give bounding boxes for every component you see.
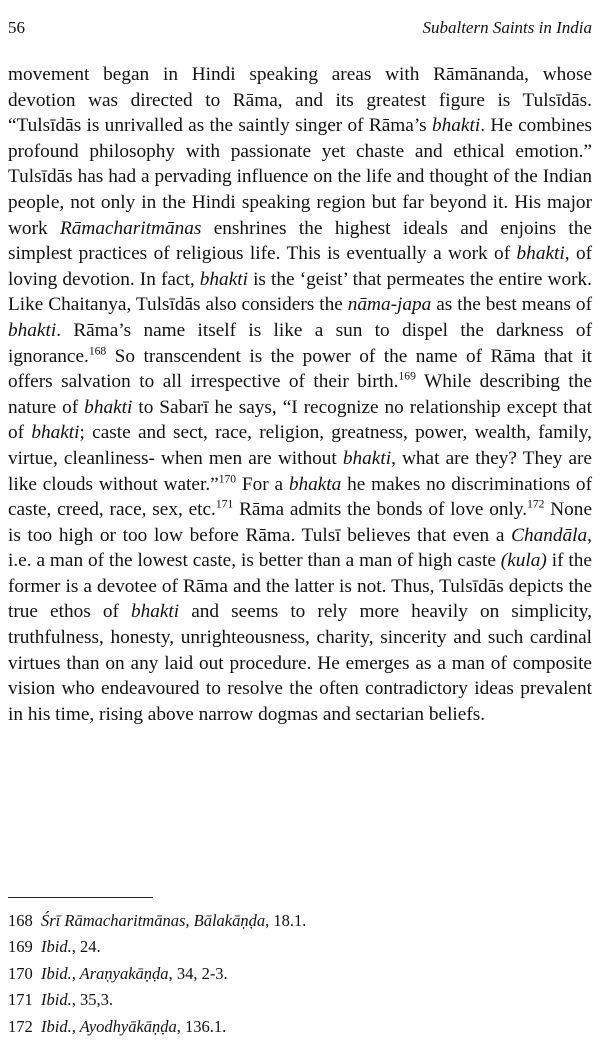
footnote-item (8, 908, 592, 934)
footnote-location: , 136.1. (176, 1016, 227, 1036)
italic-term: bhakti (84, 396, 133, 418)
footnote-ref[interactable]: 168 (88, 344, 107, 358)
footnote-ref[interactable]: 171 (215, 497, 234, 511)
text-run: ; caste and sect, race, religion, greatness, power, wealth, family, virtue, cleanliness- when men are without (8, 422, 592, 469)
footnote-citation: Ibid. (41, 990, 72, 1010)
footnote-item (8, 987, 592, 1013)
footnote-location: , 18.1. (265, 911, 307, 930)
footnote-citation: Ibid., Araṇyakāṇḍa (41, 963, 169, 983)
text-run: , of loving devotion. In fact, (8, 243, 593, 290)
footnote-number: 170 (8, 963, 33, 983)
italic-term: bhakti (130, 601, 180, 623)
italic-term: bhakti (432, 115, 481, 137)
text-run: if the former is a devotee of Rāma and the latter is not. Thus, Tulsīdās depicts the true ethos of (8, 550, 592, 623)
footnote-citation: Ibid. (41, 937, 72, 957)
italic-term: Chandāla (511, 524, 588, 546)
italic-term: bhakti (8, 319, 57, 341)
footnote-location: , 34, 2-3. (168, 963, 228, 983)
italic-work-title: Rāmacharitmānas (59, 217, 202, 239)
italic-term: bhakti (342, 447, 392, 469)
italic-term: bhakti (516, 243, 565, 265)
footnote-item (8, 934, 592, 960)
footnote-number: 171 (8, 990, 33, 1010)
footnote-location: , 35,3. (71, 990, 113, 1010)
footnote-item (8, 961, 592, 987)
text-run: , i.e. a man of the lowest caste, is better than a man of high caste (8, 524, 592, 572)
text-run: and seems to rely more heavily on simplicity, truthfulness, honesty, unrighteousness, charity, sincerity and such cardinal virtues than on any laid out procedure. He emerges as a man of composite vision who endeavoured to resolve the often contradictory ideas prevalent in his time, rising above narrow dogmas and sectarian beliefs. (8, 601, 592, 725)
footnote-number: 172 (8, 1016, 33, 1036)
page-number: 56 (8, 18, 25, 37)
italic-term: (kula) (500, 550, 547, 572)
footnote-citation: Śrī Rāmacharitmānas, Bālakāṇḍa (41, 911, 266, 930)
footnote-divider (8, 897, 153, 898)
footnote-list (8, 908, 592, 1040)
running-head: Subaltern Saints in India (422, 18, 592, 37)
footnote-location: , 24. (71, 937, 101, 957)
text-run: enshrines the highest ideals and enjoins the simplest practices of religious life. This is eventually a work of (8, 217, 592, 265)
text-run: as the best means of (431, 294, 592, 316)
text-run: is the ‘geist’ that permeates the entire work. Like Chaitanya, Tulsīdās also considers the (8, 268, 592, 316)
footnote-ref[interactable]: 172 (527, 497, 545, 511)
text-run: movement began in Hindi speaking areas with Rāmānanda, whose devotion was directed to Rāma, and its greatest figure is Tulsīdās. “Tulsīdās is unrivalled as the saintly singer of Rāma’s (8, 64, 592, 137)
italic-term: nāma-japa (347, 294, 432, 316)
page-header (8, 18, 592, 42)
paragraph-text (8, 62, 592, 727)
text-run: None is too high or too low before Rāma. Tulsī believes that even a (8, 499, 593, 546)
italic-term: bhakti (199, 268, 248, 290)
text-run: . Rāma’s name itself is like a sun to dispel the darkness of ignorance. (8, 319, 592, 367)
text-run: . He combines profound philosophy with passionate yet chaste and ethical emotion.” Tulsīdās has had a pervading influence on the life and thought of the Indian people, not only in the Hindi speaking region but far beyond it. His major work (8, 115, 592, 239)
italic-term: bhakta (288, 473, 342, 495)
text-run: So transcendent is the power of the name of Rāma that it offers salvation to all irrespective of their birth. (8, 345, 592, 393)
italic-term: bhakti (31, 422, 80, 444)
text-run: While describing the nature of (8, 371, 592, 418)
footnote-ref[interactable]: 170 (218, 472, 237, 486)
text-run: For a (236, 473, 289, 495)
text-run: he makes no discriminations of caste, creed, race, sex, etc. (8, 473, 592, 521)
footnote-citation: Ibid., Ayodhyākāṇḍa (41, 1016, 177, 1036)
footnote-ref[interactable]: 169 (398, 369, 416, 383)
footnote-number: 168 (8, 911, 33, 930)
body-paragraph (8, 62, 592, 727)
text-run: to Sabarī he says, “I recognize no relationship except that of (8, 396, 592, 444)
footnote-item (8, 1014, 592, 1040)
footnote-number: 169 (8, 937, 33, 957)
text-run: Rāma admits the bonds of love only. (233, 499, 528, 521)
text-run: , what are they? They are like clouds without water.” (8, 447, 592, 495)
